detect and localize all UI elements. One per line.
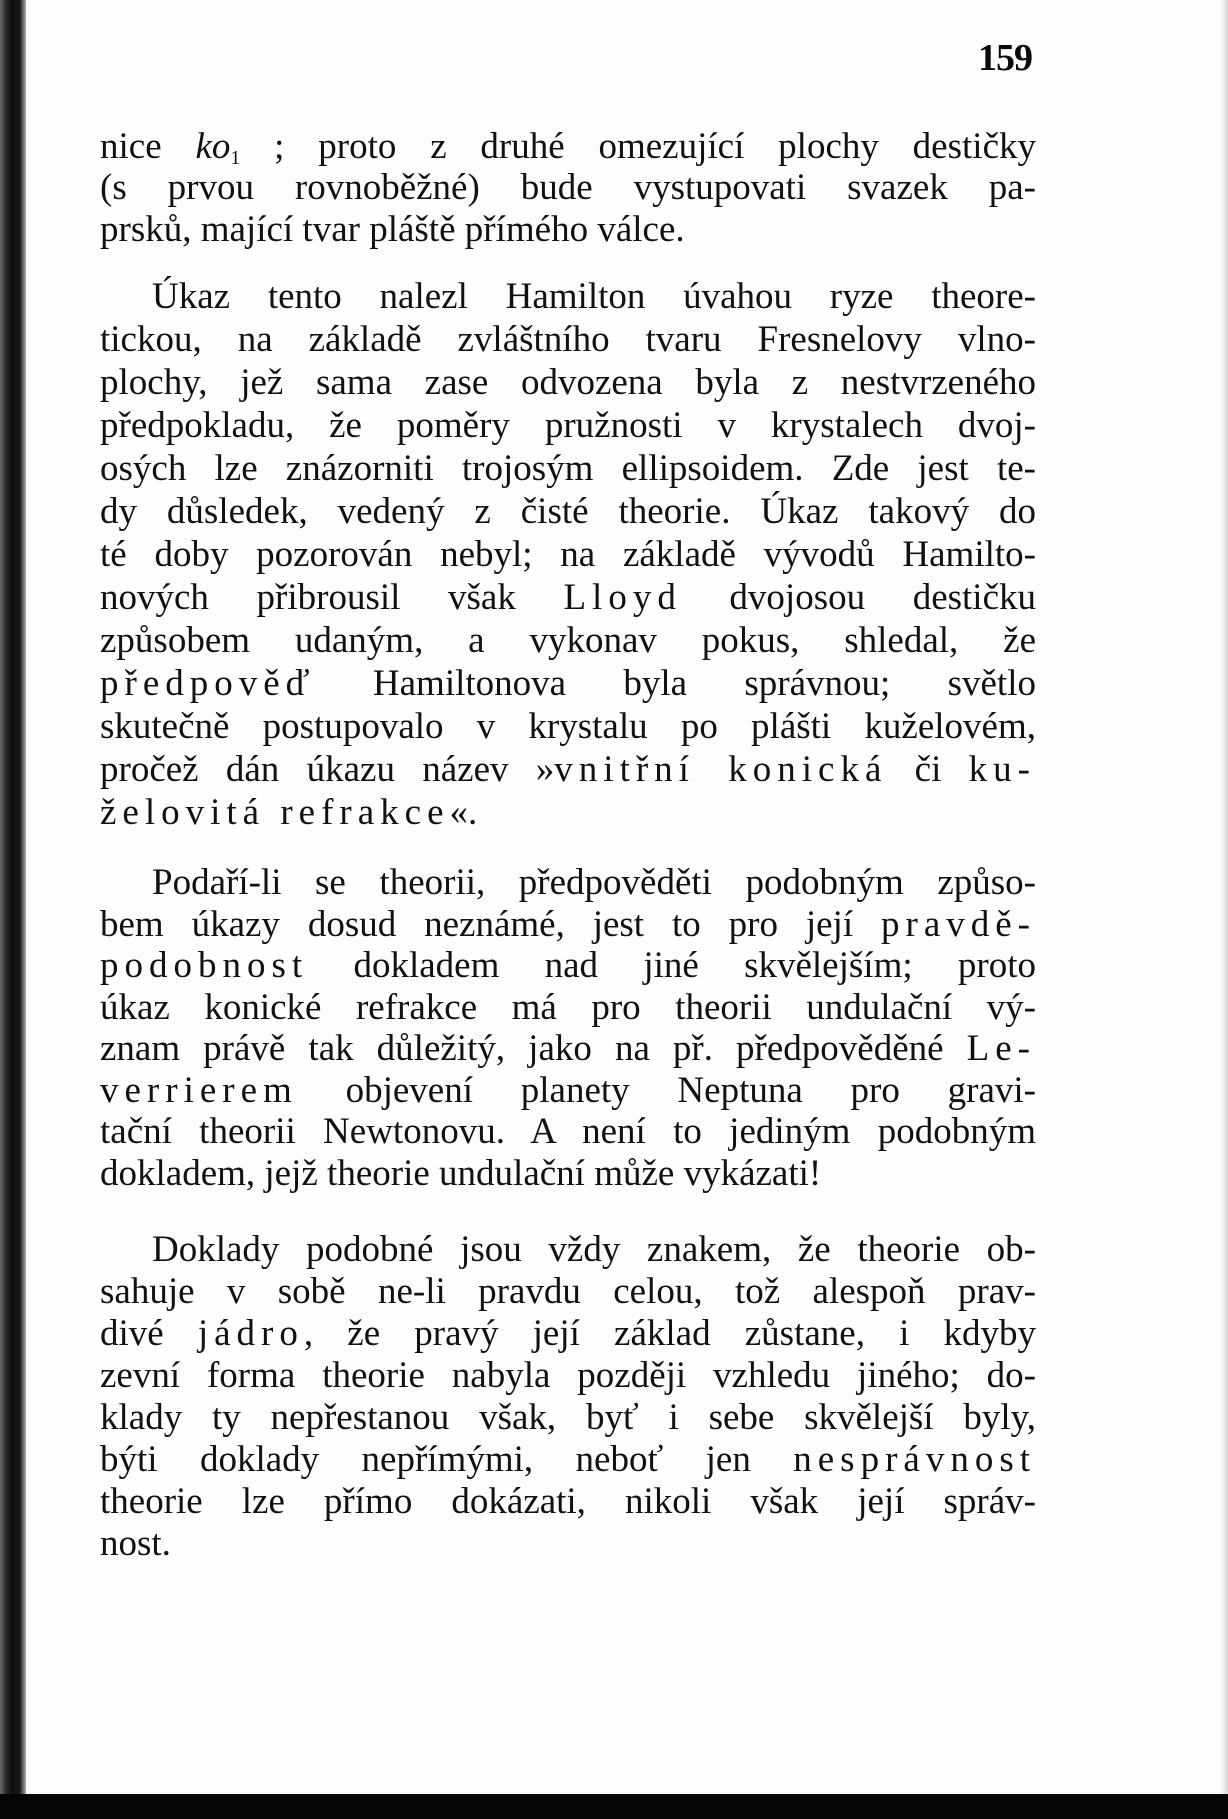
text-line: Úkaz tento nalezl Hamilton úvahou ryze theore- <box>152 276 1036 317</box>
text-line: verrierem objevení planety Neptuna pro gravi- <box>100 1070 1036 1111</box>
text-line: theorie lze přímo dokázati, nikoli však její správ- <box>100 1481 1036 1522</box>
emphasized-text: Lloyd <box>563 577 682 618</box>
text-line: divé jádro, že pravý její základ zůstane, i kdyby <box>100 1313 1037 1354</box>
scan-bottom-border <box>0 1794 1228 1819</box>
page-number: 159 <box>978 37 1032 79</box>
text-line: Podaří-li se theorii, předpověděti podobným způso- <box>152 862 1036 903</box>
text-line: nost. <box>100 1523 171 1564</box>
text-line: bem úkazy dosud neznámé, jest to pro její pravdě- <box>100 904 1036 945</box>
text-line: předpokladu, že poměry pružnosti v krystalech dvoj- <box>100 405 1036 446</box>
text-line: úkaz konické refrakce má pro theorii undulační vý- <box>100 987 1036 1028</box>
emphasized-text: pravdě- <box>881 904 1036 945</box>
text-line: způsobem udaným, a vykonav pokus, shledal, že <box>100 620 1036 661</box>
text-line: nice $ko_1$ ; proto z druhé omezující plochy destičky <box>100 126 1036 169</box>
text-line: osých lze znázorniti trojosým ellipsoidem. Zde jest te- <box>100 448 1036 489</box>
text-line: té doby pozorován nebyl; na základě vývodů Hamilto- <box>100 534 1036 575</box>
text-line: pročež dán úkazu název »vnitřní konická či ku- <box>100 749 1036 790</box>
text-line: plochy, jež sama zase odvozena byla z nestvrzeného <box>100 362 1036 403</box>
emphasized-text: ku- <box>968 749 1036 790</box>
emphasized-text: jádro <box>197 1313 304 1354</box>
emphasized-text: předpověď <box>100 663 316 704</box>
text-line: dokladem, jejž theorie undulační může vykázati! <box>100 1153 822 1194</box>
text-line: předpověď Hamiltonova byla správnou; světlo <box>100 663 1036 704</box>
binding-shadow <box>0 0 26 1819</box>
text-line: zevní forma theorie nabyla později vzhledu jiného; do- <box>100 1355 1036 1396</box>
subscript: 1 <box>230 147 241 169</box>
text-line: klady ty nepřestanou však, byť i sebe skvělejší byly, <box>100 1397 1036 1438</box>
text-line: skutečně postupovalo v krystalu po plášti kuželovém, <box>100 706 1036 747</box>
emphasized-text: verrierem <box>100 1070 298 1111</box>
text-line: býti doklady nepřímými, neboť jen nesprávnost <box>100 1439 1036 1480</box>
text-line: prsků, mající tvar pláště přímého válce. <box>100 209 685 250</box>
text-line: želovitá refrakce«. <box>100 792 478 833</box>
emphasized-text: vnitřní konická <box>554 749 888 790</box>
text-line: (s prvou rovnoběžné) bude vystupovati svazek pa- <box>100 167 1036 208</box>
page-edge <box>1220 0 1228 1819</box>
text-line: tickou, na základě zvláštního tvaru Fresnelovy vlno- <box>100 319 1036 360</box>
emphasized-text: želovitá refrakce <box>100 792 450 833</box>
emphasized-text: Le- <box>966 1028 1036 1069</box>
emphasized-text: podobnost <box>100 945 309 986</box>
emphasized-text: nesprávnost <box>793 1439 1036 1480</box>
text-line: znam právě tak důležitý, jako na př. předpověděné Le- <box>100 1028 1036 1069</box>
text-line: Doklady podobné jsou vždy znakem, že theorie ob- <box>152 1229 1036 1270</box>
math-variable: ko <box>195 126 231 167</box>
text-line: nových přibrousil však Lloyd dvojosou destičku <box>100 577 1037 618</box>
text-line: tační theorii Newtonovu. A není to jediným podobným <box>100 1111 1036 1152</box>
text-line: podobnost dokladem nad jiné skvělejším; proto <box>100 945 1036 986</box>
text-line: dy důsledek, vedený z čisté theorie. Úkaz takový do <box>100 491 1036 532</box>
text-line: sahuje v sobě ne-li pravdu celou, tož alespoň prav- <box>100 1271 1036 1312</box>
